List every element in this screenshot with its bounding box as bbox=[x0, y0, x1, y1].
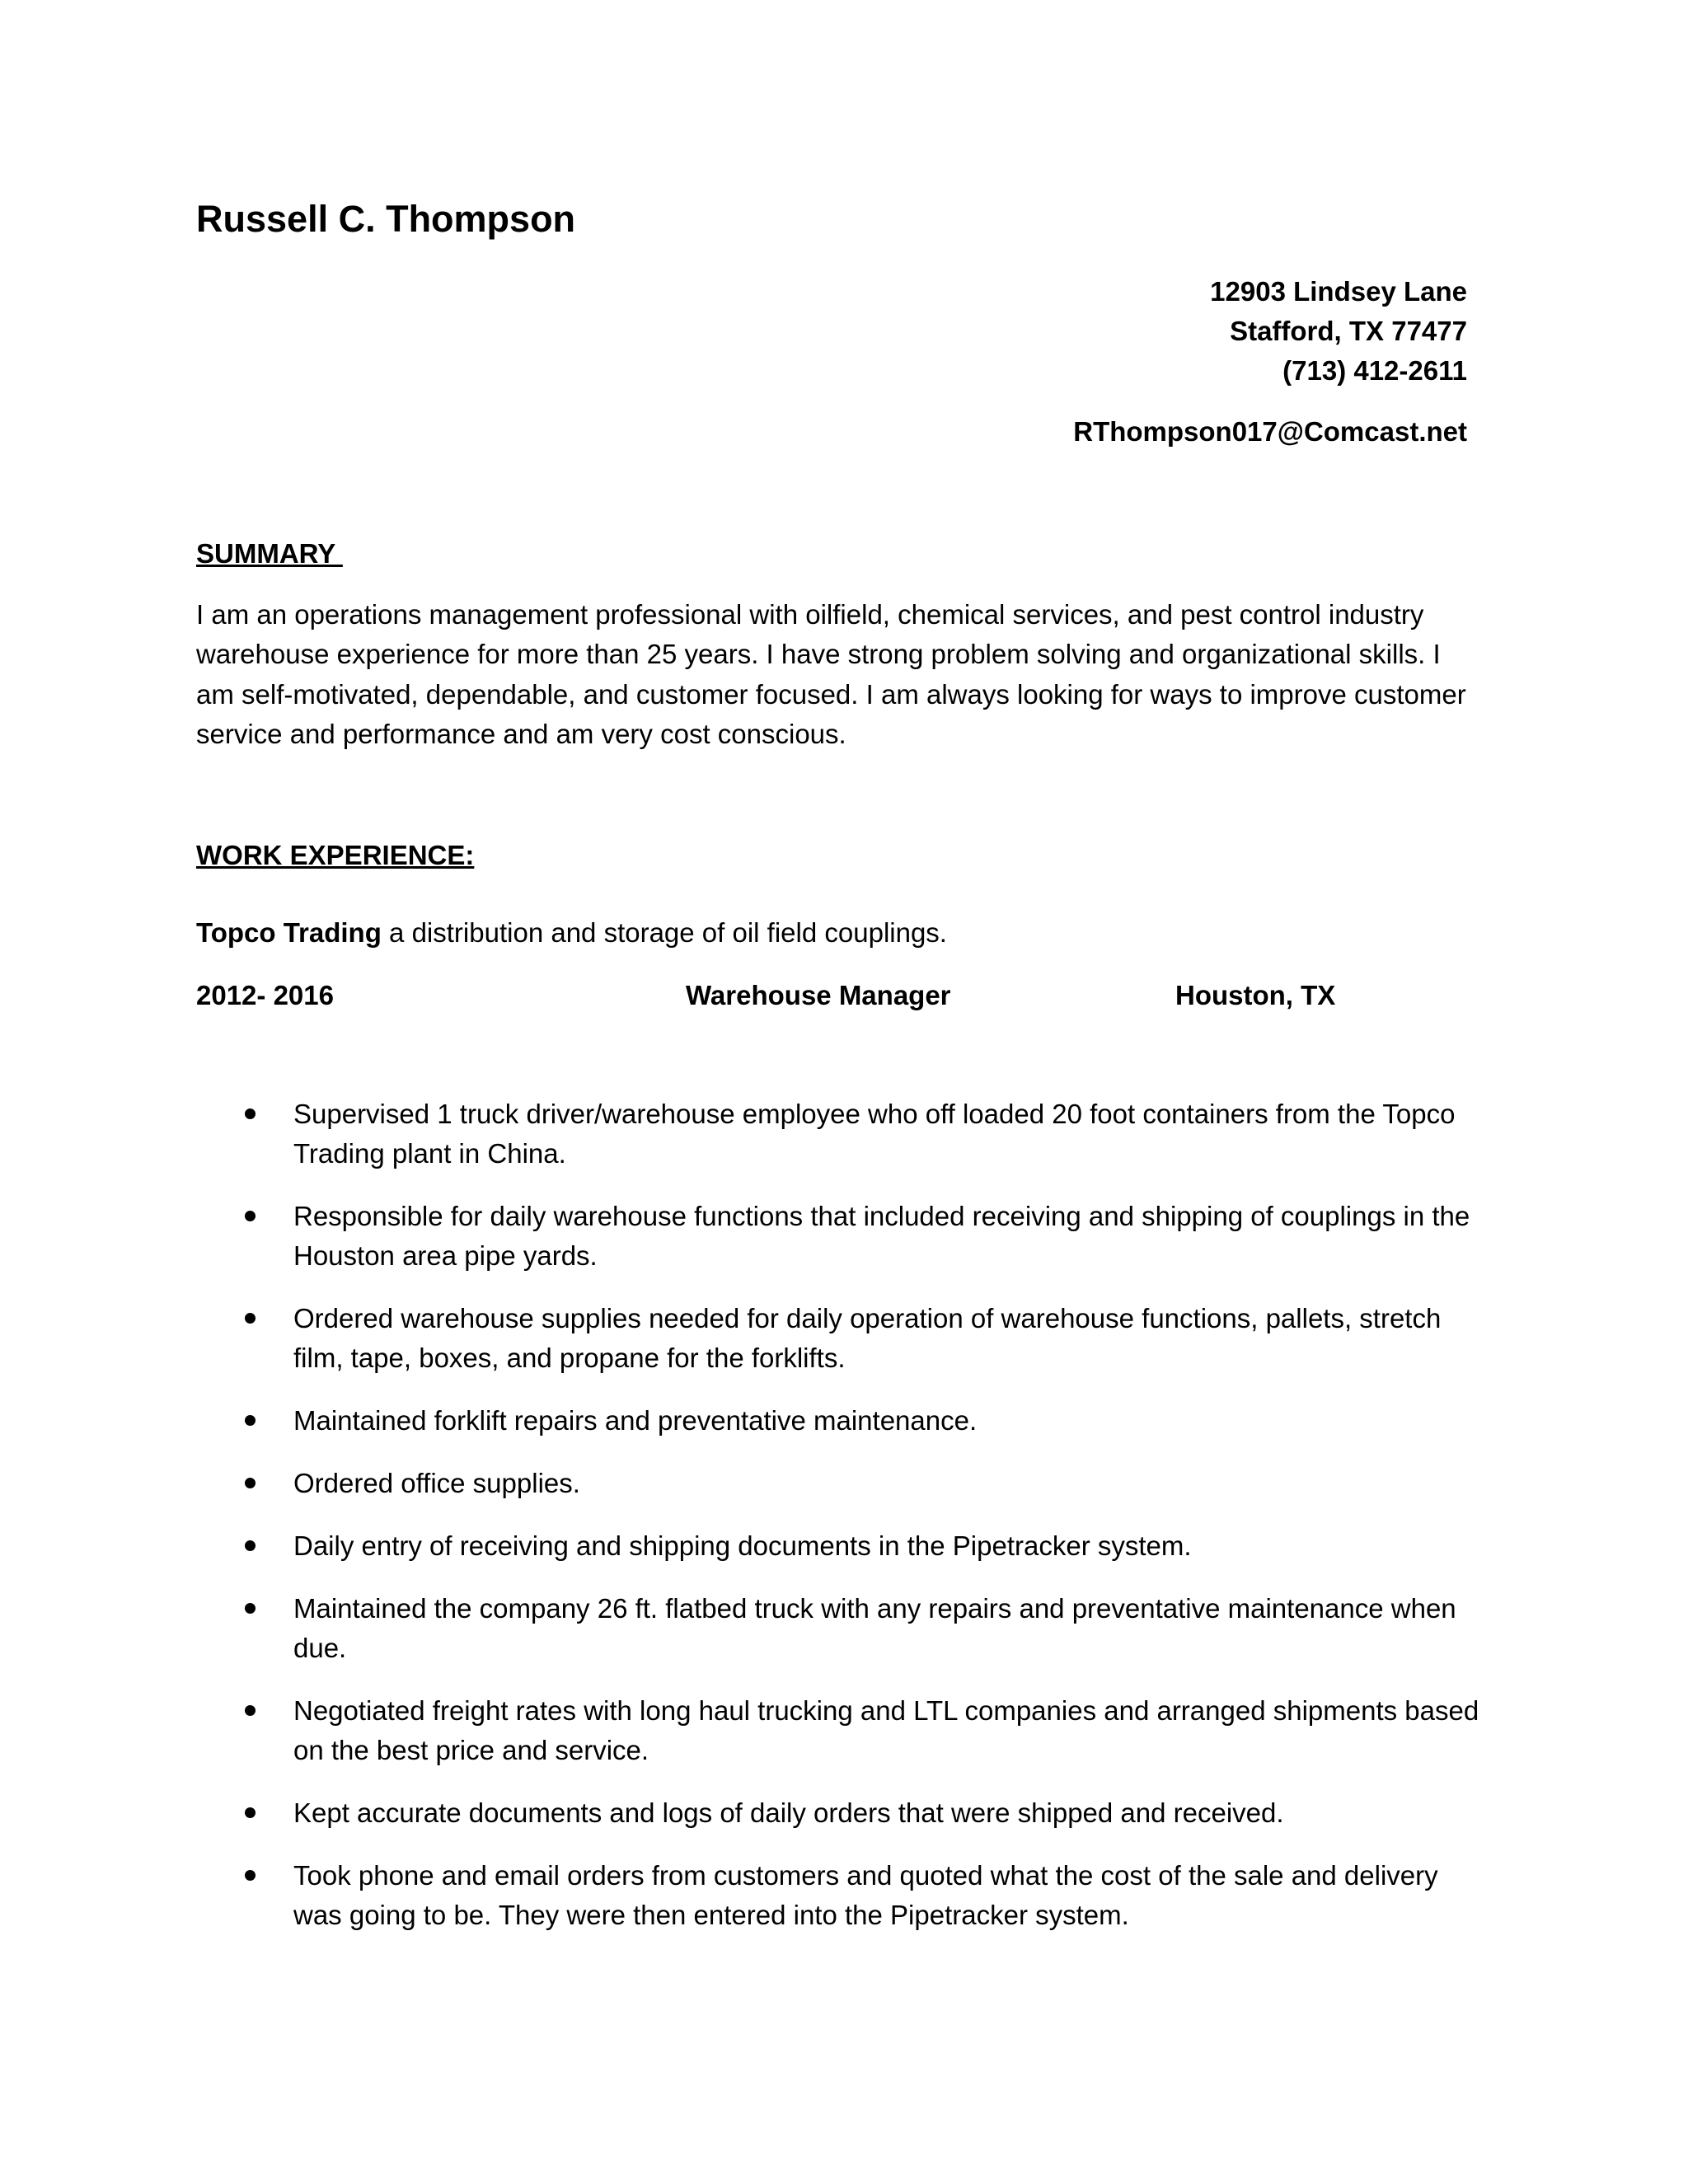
duty-text: Responsible for daily warehouse functions that included receiving and shipping of couplings in the Houston area pipe yards. bbox=[293, 1201, 1470, 1272]
list-item bbox=[196, 1197, 1482, 1277]
list-item bbox=[196, 1793, 1482, 1833]
duty-text: Negotiated freight rates with long haul trucking and LTL companies and arranged shipments based on the best price and service. bbox=[293, 1694, 1479, 1766]
duty-text: Maintained the company 26 ft. flatbed truck with any repairs and preventative maintenance when due. bbox=[293, 1592, 1456, 1663]
list-item bbox=[196, 1464, 1482, 1503]
bullet-icon bbox=[245, 1211, 256, 1221]
bullet-icon bbox=[245, 1870, 256, 1881]
bullet-icon bbox=[245, 1705, 256, 1716]
list-item bbox=[196, 1856, 1482, 1936]
company-line bbox=[196, 915, 947, 951]
bullet-icon bbox=[245, 1415, 256, 1426]
email-address: RThompson017@Comcast.net bbox=[1073, 416, 1467, 447]
work-experience-heading: WORK EXPERIENCE: bbox=[196, 840, 475, 870]
job-title: Warehouse Manager bbox=[686, 980, 951, 1010]
list-item bbox=[196, 1589, 1482, 1669]
bullet-icon bbox=[245, 1807, 256, 1818]
bullet-icon bbox=[245, 1108, 256, 1119]
address-line-1: 12903 Lindsey Lane bbox=[1210, 276, 1467, 307]
company-name: Topco Trading bbox=[196, 917, 382, 948]
list-item bbox=[196, 1691, 1482, 1771]
summary-heading: SUMMARY bbox=[196, 538, 343, 569]
duty-text: Ordered office supplies. bbox=[293, 1468, 580, 1499]
duty-text: Kept accurate documents and logs of daily orders that were shipped and received. bbox=[293, 1797, 1284, 1828]
bullet-icon bbox=[245, 1313, 256, 1324]
bullet-icon bbox=[245, 1603, 256, 1614]
duty-text: Supervised 1 truck driver/warehouse employee who off loaded 20 foot containers from the Topco Trading plant in China. bbox=[293, 1099, 1456, 1169]
bullet-icon bbox=[245, 1478, 256, 1488]
duty-text: Daily entry of receiving and shipping documents in the Pipetracker system. bbox=[293, 1530, 1192, 1561]
job-duties-list bbox=[196, 1094, 1482, 1958]
list-item bbox=[196, 1401, 1482, 1441]
bullet-icon bbox=[245, 1540, 256, 1551]
list-item bbox=[196, 1526, 1482, 1566]
summary-text: I am an operations management professional with oilfield, chemical services, and pest control industry warehouse experience for more than 25 years. I have strong problem solving and organizational skills. I am self-motivated, dependable, and customer focused. I am always looking for ways to improve customer service and performance and am very cost conscious. bbox=[196, 599, 1466, 749]
list-item bbox=[196, 1299, 1482, 1379]
company-description: a distribution and storage of oil field couplings. bbox=[381, 917, 947, 948]
phone-number: (713) 412-2611 bbox=[1282, 355, 1467, 386]
duty-text: Ordered warehouse supplies needed for daily operation of warehouse functions, pallets, stretch film, tape, boxes, and propane for the forklifts. bbox=[293, 1303, 1442, 1374]
job-location: Houston, TX bbox=[1175, 980, 1336, 1010]
duty-text: Maintained forklift repairs and preventative maintenance. bbox=[293, 1405, 978, 1436]
applicant-name: Russell C. Thompson bbox=[196, 198, 576, 240]
list-item bbox=[196, 1094, 1482, 1174]
contact-block bbox=[1073, 272, 1467, 452]
duty-text: Took phone and email orders from customers and quoted what the cost of the sale and delivery was going to be. They were then entered into the Pipetracker system. bbox=[293, 1859, 1438, 1930]
address-line-2: Stafford, TX 77477 bbox=[1230, 316, 1467, 346]
job-years: 2012- 2016 bbox=[196, 980, 334, 1010]
